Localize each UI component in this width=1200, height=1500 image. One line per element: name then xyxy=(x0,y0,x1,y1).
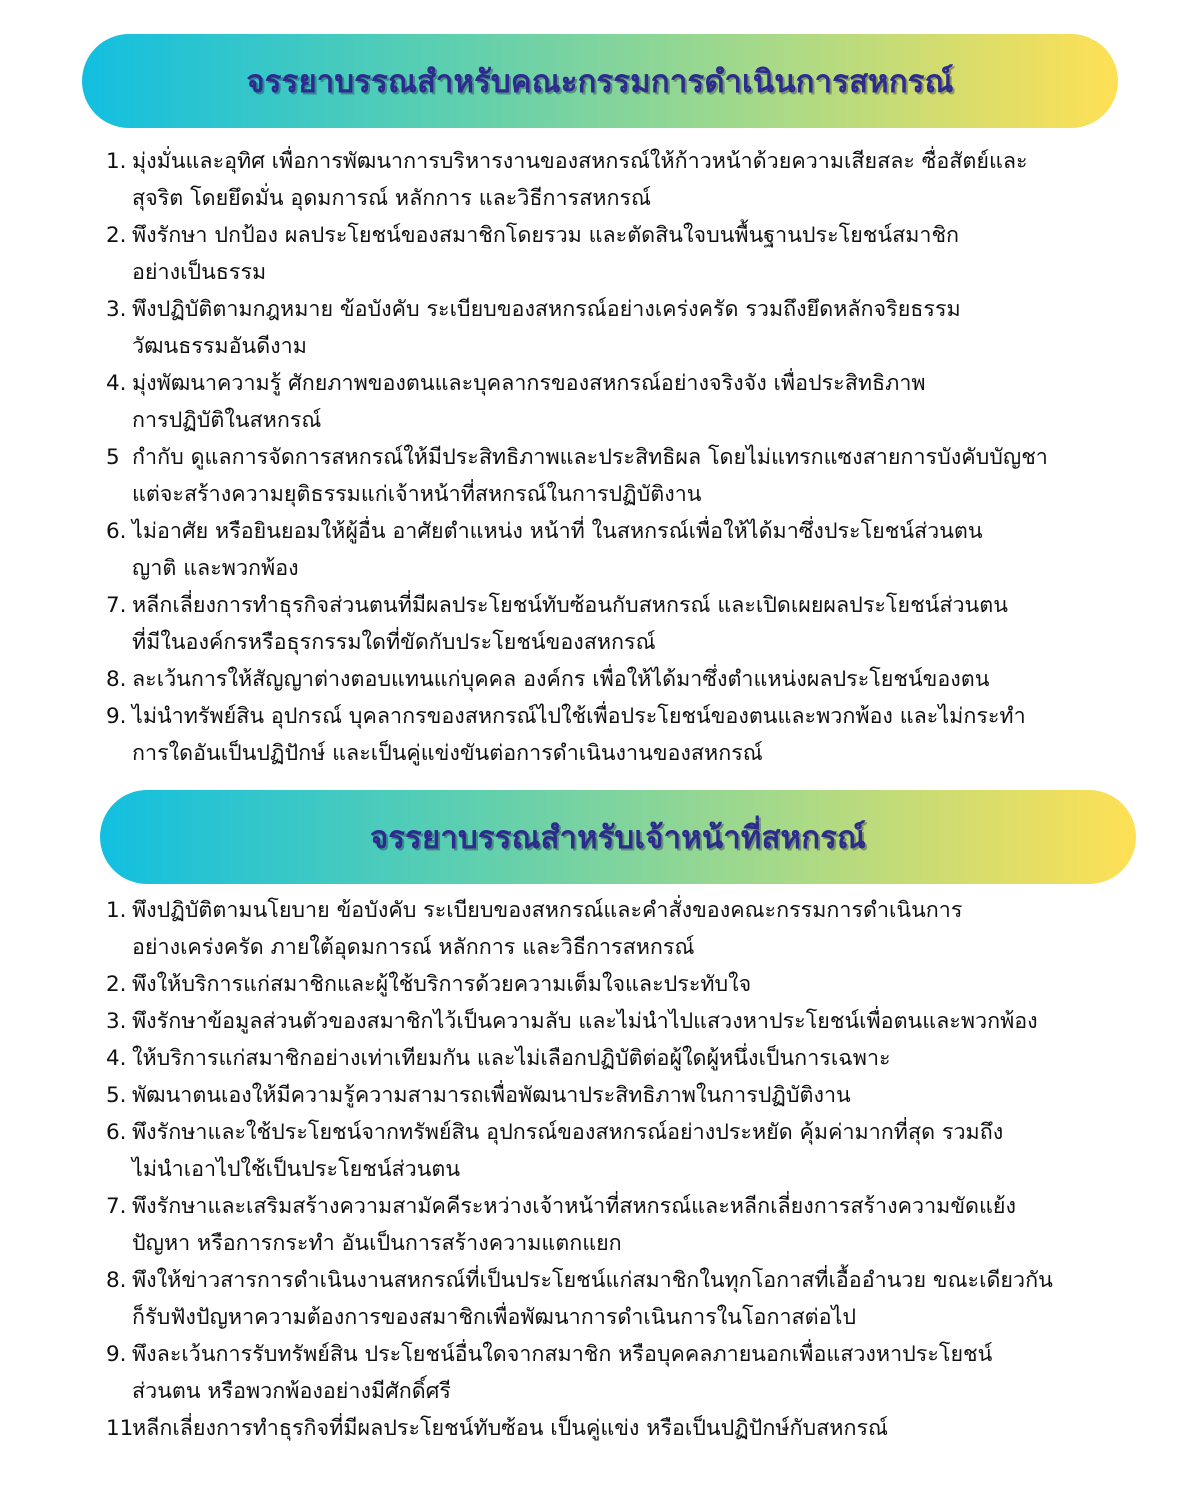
item-text-line: ก็รับฟังปัญหาความต้องการของสมาชิกเพื่อพัฒนาการดำเนินการในโอกาสต่อไป xyxy=(132,1305,856,1330)
item-text-line: การใดอันเป็นปฏิปักษ์ และเป็นคู่แข่งขันต่อการดำเนินงานของสหกรณ์ xyxy=(132,741,763,766)
item-text-line: พึงปฏิบัติตามกฎหมาย ข้อบังคับ ระเบียบของสหกรณ์อย่างเคร่งครัด รวมถึงยึดหลักจริยธรรม xyxy=(132,297,961,322)
list-item xyxy=(106,1003,1146,1040)
item-text xyxy=(132,1188,1146,1262)
item-text-line: แต่จะสร้างความยุติธรรมแก่เจ้าหน้าที่สหกรณ์ในการปฏิบัติงาน xyxy=(132,482,702,507)
item-number: 3. xyxy=(106,1009,127,1034)
section1-title: จรรยาบรรณสำหรับคณะกรรมการดำเนินการสหกรณ์ xyxy=(246,64,954,100)
item-text-line: กำกับ ดูแลการจัดการสหกรณ์ให้มีประสิทธิภาพและประสิทธิผล โดยไม่แทรกแซงสายการบังคับบัญชา xyxy=(132,445,1048,470)
list-item xyxy=(106,1410,1146,1447)
section2-header-banner xyxy=(100,790,1136,884)
item-text-line: พึงให้ข่าวสารการดำเนินงานสหกรณ์ที่เป็นประโยชน์แก่สมาชิกในทุกโอกาสที่เอื้ออำนวย ขณะเดียวกัน xyxy=(132,1268,1053,1293)
item-text-line: การปฏิบัติในสหกรณ์ xyxy=(132,408,322,433)
item-text-line: ที่มีในองค์กรหรือธุรกรรมใดที่ขัดกับประโยชน์ของสหกรณ์ xyxy=(132,630,656,655)
section2-list xyxy=(106,892,1146,1447)
item-number: 9. xyxy=(106,704,127,729)
list-item xyxy=(106,439,1146,513)
item-text xyxy=(132,217,1146,291)
item-text xyxy=(132,587,1146,661)
item-text-line: ไม่อาศัย หรือยินยอมให้ผู้อื่น อาศัยตำแหน่ง หน้าที่ ในสหกรณ์เพื่อให้ได้มาซึ่งประโยชน์ส่วนตน xyxy=(132,519,983,544)
section1-list xyxy=(106,143,1146,772)
item-number: 2. xyxy=(106,223,127,248)
list-item xyxy=(106,1188,1146,1262)
item-text xyxy=(132,1040,1146,1077)
list-item xyxy=(106,698,1146,772)
item-text-line: ให้บริการแก่สมาชิกอย่างเท่าเทียมกัน และไม่เลือกปฏิบัติต่อผู้ใดผู้หนึ่งเป็นการเฉพาะ xyxy=(132,1046,891,1071)
item-number: 4. xyxy=(106,1046,127,1071)
item-text-line: พึงรักษาและใช้ประโยชน์จากทรัพย์สิน อุปกรณ์ของสหกรณ์อย่างประหยัด คุ้มค่ามากที่สุด รวมถึง xyxy=(132,1120,1004,1145)
list-item xyxy=(106,1040,1146,1077)
item-text-line: พึงปฏิบัติตามนโยบาย ข้อบังคับ ระเบียบของสหกรณ์และคำสั่งของคณะกรรมการดำเนินการ xyxy=(132,898,963,923)
item-text-line: พึงรักษา ปกป้อง ผลประโยชน์ของสมาชิกโดยรวม และตัดสินใจบนพื้นฐานประโยชน์สมาชิก xyxy=(132,223,960,248)
item-text xyxy=(132,892,1146,966)
item-text xyxy=(132,513,1146,587)
item-text-line: ญาติ และพวกพ้อง xyxy=(132,556,299,581)
item-number: 6. xyxy=(106,1120,127,1145)
item-number: 5. xyxy=(106,1083,127,1108)
list-item xyxy=(106,1336,1146,1410)
item-text-line: หลีกเลี่ยงการทำธุรกิจที่มีผลประโยชน์ทับซ้อน เป็นคู่แข่ง หรือเป็นปฏิปักษ์กับสหกรณ์ xyxy=(132,1416,888,1441)
item-text xyxy=(132,365,1146,439)
item-number: 7. xyxy=(106,1194,127,1219)
item-text xyxy=(132,966,1146,1003)
item-text xyxy=(132,291,1146,365)
item-text xyxy=(132,439,1146,513)
item-text xyxy=(132,1114,1146,1188)
item-text-line: พึงละเว้นการรับทรัพย์สิน ประโยชน์อื่นใดจากสมาชิก หรือบุคคลภายนอกเพื่อแสวงหาประโยชน์ xyxy=(132,1342,993,1367)
item-text-line: พัฒนาตนเองให้มีความรู้ความสามารถเพื่อพัฒนาประสิทธิภาพในการปฏิบัติงาน xyxy=(132,1083,851,1108)
list-item xyxy=(106,1262,1146,1336)
item-text-line: พึงให้บริการแก่สมาชิกและผู้ใช้บริการด้วยความเต็มใจและประทับใจ xyxy=(132,972,752,997)
item-text-line: ปัญหา หรือการกระทำ อันเป็นการสร้างความแตกแยก xyxy=(132,1231,622,1256)
item-text xyxy=(132,1003,1146,1040)
item-text-line: วัฒนธรรมอันดีงาม xyxy=(132,334,307,359)
list-item xyxy=(106,365,1146,439)
item-number: 3. xyxy=(106,297,127,322)
item-text-line: มุ่งมั่นและอุทิศ เพื่อการพัฒนาการบริหารงานของสหกรณ์ให้ก้าวหน้าด้วยความเสียสละ ซื่อสัตย์และ xyxy=(132,149,1028,174)
item-text-line: อย่างเป็นธรรม xyxy=(132,260,267,285)
item-number: 8. xyxy=(106,667,127,692)
item-text-line: สุจริต โดยยึดมั่น อุดมการณ์ หลักการ และวิธีการสหกรณ์ xyxy=(132,186,651,211)
item-number: 6. xyxy=(106,519,127,544)
item-number: 2. xyxy=(106,972,127,997)
item-number: 7. xyxy=(106,593,127,618)
item-number: 8. xyxy=(106,1268,127,1293)
item-text-line: ไม่นำเอาไปใช้เป็นประโยชน์ส่วนตน xyxy=(132,1157,461,1182)
item-text-line: พึงรักษาและเสริมสร้างความสามัคคีระหว่างเจ้าหน้าที่สหกรณ์และหลีกเลี่ยงการสร้างความขัดแย้ง xyxy=(132,1194,1016,1219)
item-number: 9. xyxy=(106,1342,127,1367)
list-item xyxy=(106,587,1146,661)
item-text-line: ละเว้นการให้สัญญาต่างตอบแทนแก่บุคคล องค์กร เพื่อให้ได้มาซึ่งตำแหน่งผลประโยชน์ของตน xyxy=(132,667,990,692)
item-text xyxy=(132,1410,1146,1447)
list-item xyxy=(106,291,1146,365)
list-item xyxy=(106,1114,1146,1188)
list-item xyxy=(106,217,1146,291)
item-text-line: พึงรักษาข้อมูลส่วนตัวของสมาชิกไว้เป็นความลับ และไม่นำไปแสวงหาประโยชน์เพื่อตนและพวกพ้อง xyxy=(132,1009,1038,1034)
item-number: 5 xyxy=(106,445,120,470)
list-item xyxy=(106,143,1146,217)
item-text xyxy=(132,1336,1146,1410)
list-item xyxy=(106,1077,1146,1114)
list-item xyxy=(106,892,1146,966)
item-text-line: อย่างเคร่งครัด ภายใต้อุดมการณ์ หลักการ และวิธีการสหกรณ์ xyxy=(132,935,695,960)
item-text xyxy=(132,661,1146,698)
list-item xyxy=(106,661,1146,698)
item-text xyxy=(132,1077,1146,1114)
item-text-line: ไม่นำทรัพย์สิน อุปกรณ์ บุคลากรของสหกรณ์ไปใช้เพื่อประโยชน์ของตนและพวกพ้อง และไม่กระทำ xyxy=(132,704,1026,729)
section2-title: จรรยาบรรณสำหรับเจ้าหน้าที่สหกรณ์ xyxy=(369,820,867,856)
item-number: 1. xyxy=(106,898,127,923)
item-number: 4. xyxy=(106,371,127,396)
item-number: 1. xyxy=(106,149,127,174)
list-item xyxy=(106,513,1146,587)
item-text xyxy=(132,143,1146,217)
section1-header-banner xyxy=(82,34,1118,128)
item-number: 11. xyxy=(106,1416,141,1441)
item-text xyxy=(132,1262,1146,1336)
item-text xyxy=(132,698,1146,772)
item-text-line: หลีกเลี่ยงการทำธุรกิจส่วนตนที่มีผลประโยชน์ทับซ้อนกับสหกรณ์ และเปิดเผยผลประโยชน์ส่วนตน xyxy=(132,593,1008,618)
item-text-line: มุ่งพัฒนาความรู้ ศักยภาพของตนและบุคลากรของสหกรณ์อย่างจริงจัง เพื่อประสิทธิภาพ xyxy=(132,371,926,396)
list-item xyxy=(106,966,1146,1003)
item-text-line: ส่วนตน หรือพวกพ้องอย่างมีศักดิ์ศรี xyxy=(132,1379,451,1404)
